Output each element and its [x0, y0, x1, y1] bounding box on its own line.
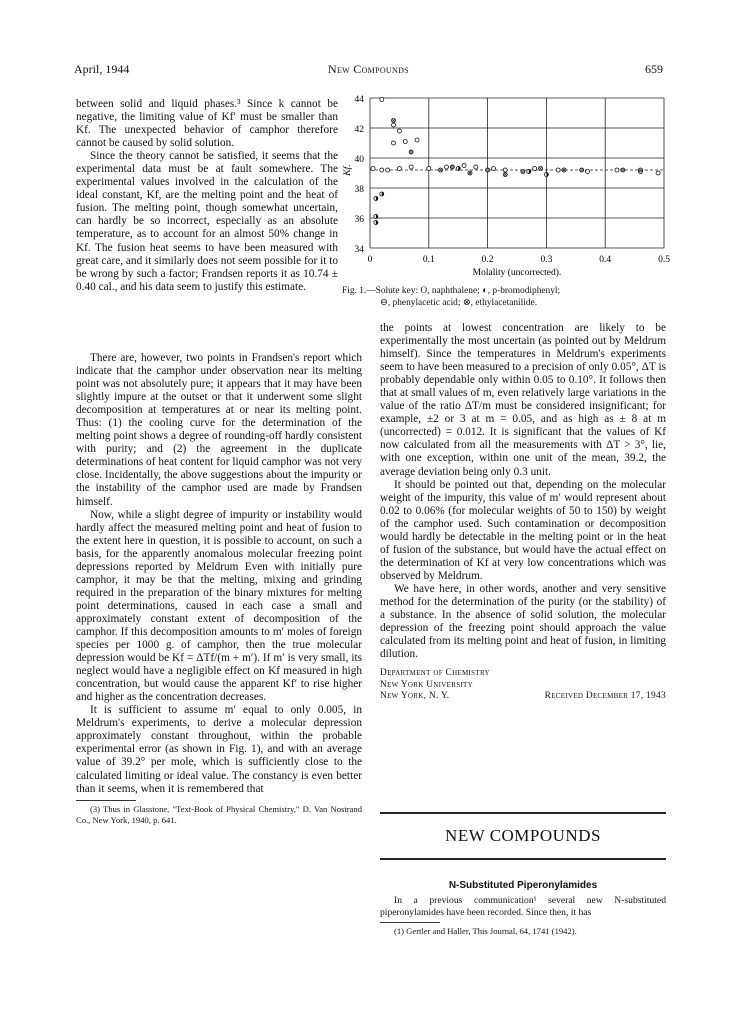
data-point [392, 141, 396, 145]
y-tick-label: 40 [354, 155, 364, 165]
data-point [415, 138, 419, 142]
data-point [580, 168, 584, 172]
figure-caption [342, 285, 672, 309]
header-section: New Compounds [328, 62, 409, 76]
footnote: (1) Gertler and Haller, This Journal, 64, 1741 (1942). [394, 926, 577, 936]
x-tick-label: 0.1 [422, 255, 435, 265]
data-point [533, 167, 537, 171]
y-tick-label: 36 [354, 215, 364, 225]
data-point [397, 167, 401, 171]
data-point [409, 165, 413, 169]
data-point [371, 167, 375, 171]
data-point [462, 164, 466, 168]
figure-caption-line2: ⊖, phenylacetic acid; ⊗, ethylacetanilide. [380, 298, 538, 308]
paragraph: It should be pointed out that, depending on the molecular weight of the impurity, this value of m′ would represent about 0.02 to 0.06% (for molecular weights of 50 to 150) by weight of the camphor used. Such contamination or decomposition would hardly be detectable in the melting point or in the heat of fusion of the substance, but would have the actual effect on the determination of Kf at very low concentrations which was observed by Meldrum. [380, 478, 666, 582]
left-column-lower [76, 352, 362, 826]
figure-caption-line1: Fig. 1.—Solute key: O, naphthalene; ◐, p-bromodiphenyl; [342, 286, 561, 296]
x-tick-label: 0.3 [540, 255, 553, 265]
left-column [76, 98, 338, 294]
data-point [503, 168, 507, 172]
data-point [444, 165, 448, 169]
section-subtitle: N-Substituted Piperonylamides [448, 880, 598, 891]
data-point [474, 165, 478, 169]
data-point [556, 168, 560, 172]
data-point [586, 170, 590, 174]
data-point [450, 165, 454, 169]
paragraph: It is sufficient to assume m′ equal to only 0.005, in Meldrum's experiments, to derive a molecular depression approximately constant throughout, within the probable experimental error (as shown in Fig. 1), and with an average value of 39.2° per mole, which is sufficiently close to the calculated limiting or ideal value. The constancy is even better than it seems, when it is remembered that [76, 704, 362, 795]
data-point [615, 168, 619, 172]
affiliation-city: New York, N. Y. [380, 691, 450, 702]
x-tick-label: 0.5 [658, 255, 670, 265]
footnote: (3) Thus in Glasstone, "Text-Book of Physical Chemistry," D. Van Nostrand Co., New York, 1940, p. 641. [76, 803, 362, 825]
right-column [380, 322, 666, 703]
paragraph: between solid and liquid phases.³ Since k cannot be negative, the limiting value of Kf′ must be smaller than Kf. The unexpected behavior of camphor therefore cannot be caused by solid solution. [76, 98, 338, 150]
data-point [380, 98, 384, 102]
data-point [521, 170, 525, 174]
data-point [397, 129, 401, 133]
affiliation-university: New York University [380, 679, 473, 690]
paragraph: Since the theory cannot be satisfied, it seems that the experimental data must be at fault somewhere. The experimental values involved in the calculation of the ideal constant, Kf, are the melting point and the heat of fusion. The melting point, though somewhat uncertain, can hardly be so incorrect, especially as an absolute temperature, as to account for an almost 50% change in Kf. The fusion heat seems to have been measured with great care, and it similarly does not seem possible for it to be wrong by such a factor; Frandsen reports it as 10.74 ± 0.40 cal., and his data seem to justify this estimate. [76, 150, 338, 293]
footnote-rule [380, 922, 440, 923]
received-date: Received December 17, 1943 [544, 691, 666, 702]
paragraph: In a previous communication¹ several new N-substituted piperonylamides have been recorded. Since then, it has [380, 895, 666, 918]
x-tick-label: 0.2 [481, 255, 494, 265]
affiliation-department: Department of Chemistry [380, 668, 490, 679]
figure-1-chart [336, 92, 678, 284]
x-axis-label: Molality (uncorrected). [472, 268, 562, 278]
data-point [491, 167, 495, 171]
header-page-number: 659 [645, 62, 663, 76]
data-point [621, 168, 625, 172]
section-rule-bottom [380, 858, 666, 860]
y-tick-label: 38 [354, 185, 364, 195]
affiliation [380, 668, 666, 703]
data-point [386, 168, 390, 172]
data-point [403, 140, 407, 144]
section-rule-top [380, 812, 666, 814]
y-tick-label: 42 [354, 125, 364, 135]
data-point [427, 167, 431, 171]
paragraph: Now, while a slight degree of impurity or instability would hardly affect the measured melting point and heat of fusion to the extent here in question, it is possible to account, on such a basis, for the apparently anomalous molecular freezing point depressions reported by Meldrum Even with initially pure camphor, it may be that the melting, mixing and grinding required in the preparation of the binary mixtures for melting point determinations, caused in each case a small and approximately constant extent of decomposition of the camphor. If this decomposition amounts to m′ moles of foreign species per 1000 g. of camphor, then the true molecular depression would be Kf = ΔTf/(m + m′). If m′ is very small, its neglect would have a negligible effect on Kf measured in high concentration, but would cause the apparent Kf′ to rise higher and higher as the concentration decreases. [76, 508, 362, 704]
data-point [392, 123, 396, 127]
data-point [380, 168, 384, 172]
y-tick-label: 34 [354, 245, 364, 255]
header-date: April, 1944 [74, 62, 130, 76]
paragraph: We have here, in other words, another and very sensitive method for the determination of the purity (or the stability) of a substance. In the absence of solid solution, the molecular depression of the freezing point should approach the value calculated from its melting point and heat of fusion, in limiting dilution. [380, 582, 666, 661]
x-tick-label: 0.4 [599, 255, 612, 265]
section-body [380, 895, 666, 937]
y-tick-label: 44 [354, 95, 364, 105]
data-point [409, 150, 413, 154]
footnote-rule [76, 800, 136, 801]
data-point [656, 171, 660, 175]
section-title: NEW COMPOUNDS [445, 826, 601, 845]
y-axis-label: Kf. [343, 164, 353, 176]
x-tick-label: 0 [367, 255, 373, 265]
paragraph: the points at lowest concentration are likely to be experimentally the most uncertain (as pointed out by Meldrum himself). Since the temperatures in Meldrum's experiments seem to have been measured to a precision of only 0.05°, ΔT is probably dependable only within 0.05 to 0.10°. It follows then that at small values of m, even relatively large variations in the value of the ratio ΔT/m must be considered insignificant; for example, ±2 or 3 at m = 0.05, and as high as ± 8 at m (uncorrected) = 0.012. It is significant that the values of Kf now calculated from all the measurements with ΔT > 3°, lie, with one exception, within one unit of the mean, 39.2, the average deviation being only 0.3 unit. [380, 322, 666, 478]
paragraph: There are, however, two points in Frandsen's report which indicate that the camphor under observation near its melting point was not absolutely pure; it appears that it may have been slightly impure at the outset or that it underwent some slight decomposition at temperatures at or near its melting point. Thus: (1) the cooling curve for the determination of the melting point shows a degree of rounding-off hardly consistent with purity; and (2) the agreement in the duplicate determinations of heat content for liquid camphor was not very close. Incidentally, the above suggestions about the impurity or the instability of the camphor used are made by Frandsen himself. [76, 352, 362, 508]
data-point [486, 168, 490, 172]
